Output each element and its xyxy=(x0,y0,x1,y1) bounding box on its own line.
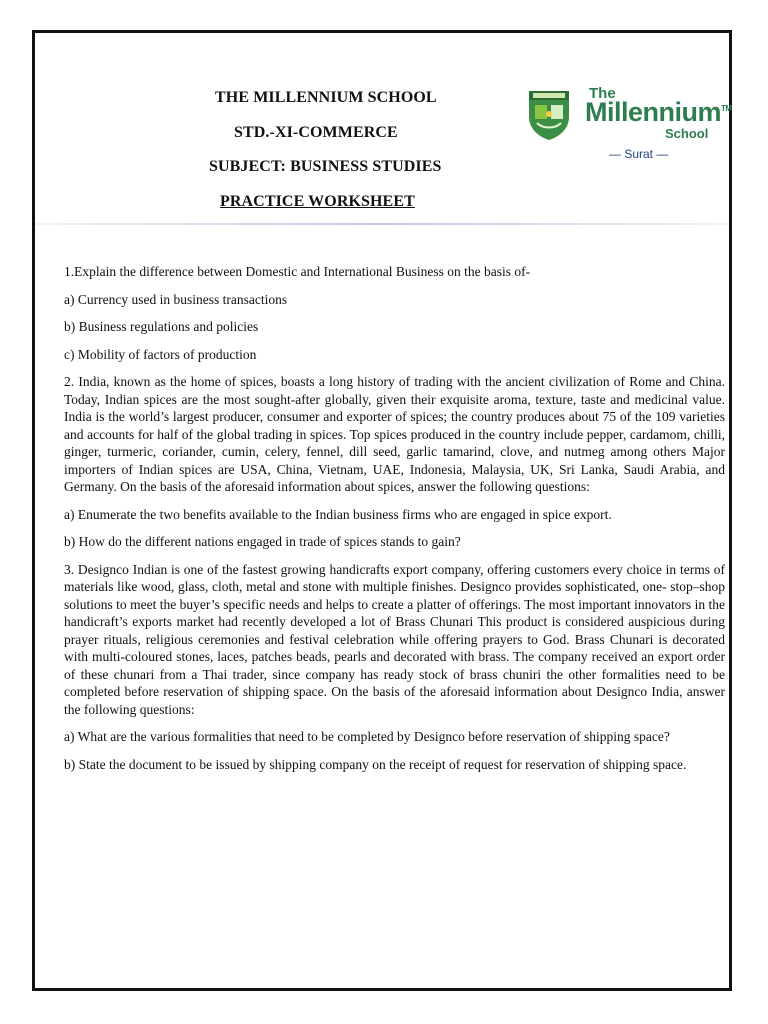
worksheet-title: PRACTICE WORKSHEET xyxy=(220,193,415,210)
school-logo xyxy=(527,83,732,163)
subject-label: SUBJECT: BUSINESS STUDIES xyxy=(209,158,442,175)
q1-option-c: c) Mobility of factors of production xyxy=(64,346,257,362)
logo-text-school: School xyxy=(665,126,709,141)
school-crest-icon xyxy=(527,89,571,141)
logo-text-the: The xyxy=(589,85,616,102)
class-label: STD.-XI-COMMERCE xyxy=(234,124,398,141)
q2-text: 2. India, known as the home of spices, boasts a long history of trading with the ancient civilization of Rome and China. Today, Indian spices are the most sought-after globally, given their exquisite aroma, texture, taste and medicinal value. India is the world’s largest producer, consumer and exporter of spices; the country produces about 75 of the 109 varieties and accounts for half of the global trading in spices. Top spices produced in the country include pepper, cardamom, chilli, ginger, turmeric, coriander, cumin, celery, fennel, dill seed, garlic tamarind, clove, and nutmeg among others Major importers of Indian spices are USA, China, Vietnam, UAE, Indonesia, Malaysia, UK, Sri Lanka, Saudi Arabia, and Germany. On the basis of the aforesaid information about spices, answer the following questions: xyxy=(64,374,725,494)
logo-name-word: Millennium xyxy=(585,97,721,127)
q1-text: 1.Explain the difference between Domestic and International Business on the basis of- xyxy=(64,264,531,279)
q3-option-a: a) What are the various formalities that need to be completed by Designco before reservation of shipping space? xyxy=(64,729,670,744)
q2-option-b: b) How do the different nations engaged in trade of spices stands to gain? xyxy=(64,534,461,549)
questions-body xyxy=(64,263,725,783)
school-name: THE MILLENNIUM SCHOOL xyxy=(215,89,437,106)
q1-option-a: a) Currency used in business transactions xyxy=(64,291,288,307)
logo-text-name xyxy=(585,97,732,128)
logo-trademark: TM xyxy=(721,104,732,113)
q3-option-b: b) State the document to be issued by shipping company on the receipt of request for reservation of shipping space. xyxy=(64,756,687,772)
q2-option-a: a) Enumerate the two benefits available to the Indian business firms who are engaged in spice export. xyxy=(64,506,612,522)
logo-text-city: — Surat — xyxy=(609,147,669,161)
worksheet-page xyxy=(32,30,732,991)
q3-text: 3. Designco Indian is one of the fastest growing handicrafts export company, offering customers every choice in terms of materials like wood, glass, cloth, metal and stone with multiple finishes. Designco provides sophisticated, one- stop–shop solutions to meet the buyer’s specific needs and helps to create a platter of offerings. The most important innovators in the handicraft’s exports market had recently developed a lot of Brass Chunari This product is considered auspicious during prayer rituals, religious ceremonies and festival celebration while offering prayers to God. Brass Chunari is decorated with multi-coloured stones, laces, patches beads, pearls and decorated with brass. The company received an export order of these chunari from a Thai trader, since company has ready stock of brass chuniri the other formalities need to be completed before reservation of shipping space. On the basis of the aforesaid information about Designco India, answer the following questions: xyxy=(64,561,725,717)
q1-option-b: b) Business regulations and policies xyxy=(64,319,259,334)
header-divider xyxy=(35,223,729,225)
worksheet-header xyxy=(35,33,732,225)
